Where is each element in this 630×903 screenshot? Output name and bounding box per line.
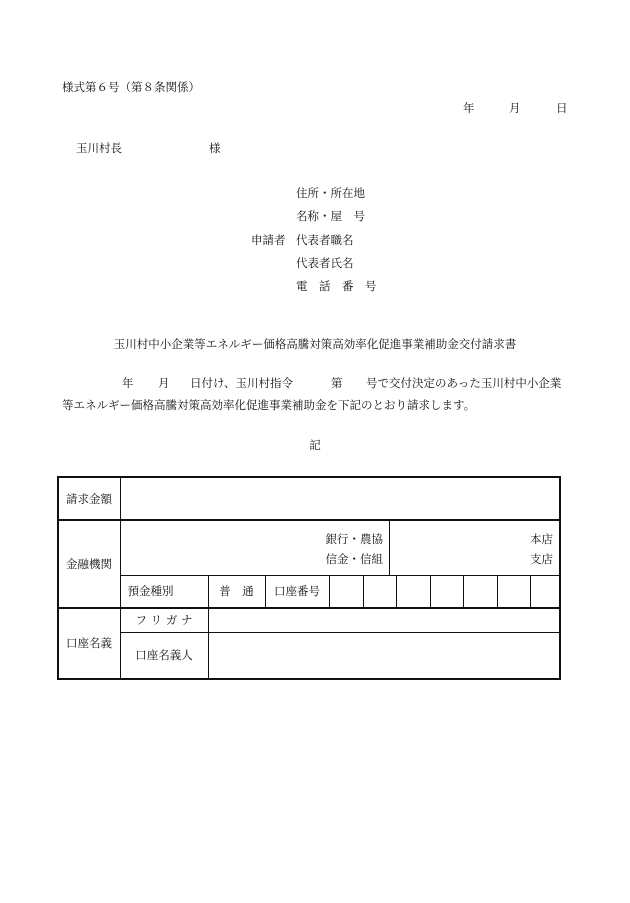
account-digit-6[interactable] [497,576,530,608]
bank-type-2: 信金・信組 [325,552,383,566]
date-year: 年 [463,101,475,115]
date-month: 月 [509,101,521,115]
claim-table [57,476,561,680]
applicant-label: 申請者 [251,233,286,247]
account-holder-field[interactable] [208,633,560,679]
date-line [0,103,630,117]
account-name-label: 口座名義 [58,608,120,679]
form-number: 様式第６号（第８条関係） [62,80,200,94]
applicant-phone-label: 電 話 番 号 [296,279,377,293]
document-title: 玉川村中小企業等エネルギー価格高騰対策高効率化促進事業補助金交付請求書 [113,337,517,351]
account-holder-label: 口座名義人 [120,633,208,679]
body-dai: 第 [331,376,343,390]
account-digit-5[interactable] [463,576,497,608]
body-month: 月 [158,376,170,390]
applicant-rep-name-label: 代表者氏名 [296,256,354,270]
applicant-position-label: 代表者職名 [296,233,354,247]
date-day: 日 [556,101,568,115]
furigana-label: フ リ ガ ナ [120,608,208,633]
claim-amount-label: 請求金額 [58,477,120,520]
bank-name-field[interactable] [120,520,560,576]
furigana-field[interactable] [208,608,560,633]
deposit-type-label: 預金種別 [120,576,208,608]
account-digit-7[interactable] [530,576,560,608]
applicant-name-label: 名称・屋 号 [296,209,365,223]
ki-mark: 記 [309,438,321,452]
claim-amount-field[interactable] [120,477,560,520]
account-digit-1[interactable] [329,576,363,608]
financial-institution-label: 金融機関 [58,520,120,608]
account-digit-2[interactable] [363,576,396,608]
addressee-name: 玉川村長 [76,141,122,155]
addressee-honorific: 様 [209,141,221,155]
body-year: 年 [122,376,134,390]
account-digit-3[interactable] [396,576,430,608]
deposit-type-value: 普 通 [208,576,265,608]
account-number-label: 口座番号 [265,576,329,608]
body-line-2: 等エネルギー価格高騰対策高効率化促進事業補助金を下記のとおり請求します。 [62,398,476,412]
body-decision: 号で交付決定のあった玉川村中小企業 [366,376,562,390]
applicant-address-label: 住所・所在地 [296,186,365,200]
branch-type-2: 支店 [530,552,553,566]
body-day-order: 日付け、玉川村指令 [190,376,294,390]
branch-type-1: 本店 [530,532,553,546]
bank-type-1: 銀行・農協 [325,532,383,546]
account-digit-4[interactable] [430,576,463,608]
